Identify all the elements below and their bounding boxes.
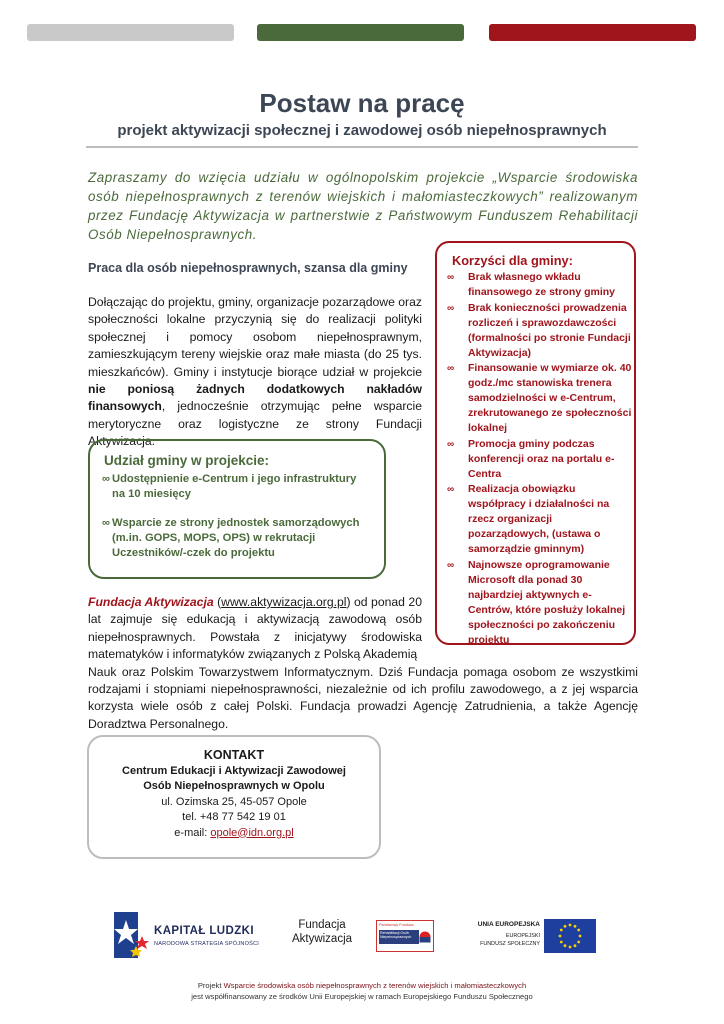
korzysci-item xyxy=(447,437,632,482)
korzysci-item-text: Brak konieczności prowadzenia rozliczeń i sprawozdawczości (formalności po stronie Fundacji Aktywizacja) xyxy=(468,301,631,359)
pfron-logo xyxy=(376,920,434,952)
korzysci-item-text: Promocja gminy podczas konferencji oraz na portalu e-Centra xyxy=(468,437,615,480)
udzial-title: Udział gminy w projekcie: xyxy=(104,453,270,468)
korzysci-item xyxy=(447,270,632,300)
korzysci-item xyxy=(447,482,632,557)
udzial-item xyxy=(102,472,372,502)
udzial-item-line: (m.in. GOPS, MOPS, OPS) w rekrutacji xyxy=(112,532,316,544)
korzysci-item xyxy=(447,301,632,361)
intro-paragraph: Zapraszamy do wzięcia udziału w ogólnopolskim projekcie „Wsparcie środowiska osób niepełnosprawnych z terenów wiejskich i małomiasteczkowych” realizowanym przez Fundację Aktywizacja w partnerstwie z Państwowym Funduszem Rehabilitacji Osób Niepełnosprawnych. xyxy=(88,170,638,242)
top-bar-green xyxy=(257,24,464,41)
kapital-ludzki-subtitle: NARODOWA STRATEGIA SPÓJNOŚCI xyxy=(154,941,260,947)
fundacja-text-1: ) od ponad 20 lat zajmuje się edukacją i aktywizacją zawodową osób niepełnosprawnych. Powstała z inicjatywy środowiska matematyków i informatyków związanych z Polską Akademią xyxy=(88,595,422,662)
praca-paragraph xyxy=(88,294,422,451)
footer-line-2: jest współfinansowany ze środków Unii Europejskiej w ramach Europejskiego Funduszu Społecznego xyxy=(191,992,533,1001)
footer-project-name: Wsparcie środowiska osób niepełnosprawnych z terenów wiejskich i małomiasteczkowych xyxy=(223,981,527,990)
korzysci-list xyxy=(447,270,632,648)
ue-logo-line: UNIA EUROPEJSKA xyxy=(477,921,540,928)
footer-line-1 xyxy=(0,980,724,991)
fundacja-text-block-1 xyxy=(88,594,422,664)
udzial-box xyxy=(88,439,386,579)
fundacja-paragraph xyxy=(88,594,638,733)
fundacja-aktywizacja-logo xyxy=(287,918,357,946)
fa-logo-line: Aktywizacja xyxy=(291,933,353,945)
ue-logo-line: FUNDUSZ SPOŁECZNY xyxy=(480,941,540,947)
kontakt-phone: tel. +48 77 542 19 01 xyxy=(182,811,286,823)
udzial-item-line: Udostępnienie e-Centrum i jego infrastruktury xyxy=(112,473,357,485)
korzysci-title: Korzyści dla gminy: xyxy=(452,253,573,268)
kontakt-email-link[interactable]: opole@idn.org.pl xyxy=(210,826,294,839)
korzysci-box xyxy=(435,241,636,645)
fa-logo-line: Fundacja xyxy=(298,919,346,931)
kontakt-org-line: Osób Niepełnosprawnych w Opolu xyxy=(143,780,325,792)
page-subtitle: projekt aktywizacji społecznej i zawodowej osób niepełnosprawnych xyxy=(117,122,607,139)
udzial-item xyxy=(102,516,372,561)
infinity-bullet-icon: ∞ xyxy=(447,302,455,314)
infinity-bullet-icon: ∞ xyxy=(447,484,455,495)
footer xyxy=(0,980,724,1002)
kapital-ludzki-title: KAPITAŁ LUDZKI xyxy=(154,925,254,937)
praca-text-1: Dołączając do projektu, gminy, organizacje pozarządowe oraz społeczności lokalne przyczynią się do realizacji polityki społecznej i pomocy osobom niepełnosprawnym, zamieszkującym tereny wiejskie oraz małe miasta (do 25 tys. mieszkańców). Gminy i instytucje biorące udział w projekcie xyxy=(88,295,422,379)
infinity-bullet-icon: ∞ xyxy=(447,438,455,450)
kontakt-email-line xyxy=(89,826,379,842)
infinity-bullet-icon: ∞ xyxy=(447,363,455,374)
korzysci-item xyxy=(447,361,632,436)
praca-heading: Praca dla osób niepełnosprawnych, szansa dla gminy xyxy=(88,261,408,275)
pfron-logo-text: Rehabilitacji Osób Niepełnosprawnych xyxy=(379,930,419,944)
kontakt-box xyxy=(87,735,381,859)
korzysci-item-text: Realizacja obowiązku współpracy i działalności na rzecz organizacji pozarządowych, (ustawa o samorządzie gminnym) xyxy=(468,483,610,555)
udzial-item-line: Uczestników/-czek do projektu xyxy=(112,547,275,559)
fundacja-text-2: Nauk oraz Polskim Towarzystwem Informatycznym. Dziś Fundacja pomaga osobom ze wszystkimi rodzajami i stopniami niepełnosprawności, niezależnie od ich profilu zawodowego, a z jej wsparcia korzysta wiele osób z całej Polski. Fundacja prowadzi Agencję Zatrudnienia, a także Agencję Doradztwa Personalnego. xyxy=(88,664,638,731)
pfron-logo-top: Państwowy Fundusz xyxy=(379,923,414,927)
infinity-bullet-icon: ∞ xyxy=(447,272,455,283)
kontakt-email-label: e-mail: xyxy=(174,826,211,839)
udzial-item-line: Wsparcie ze strony jednostek samorządowych xyxy=(112,517,360,529)
praca-text-2: , jednocześnie otrzymując pełne wsparcie merytoryczne oraz logistyczne ze strony Fundacji Aktywizacja. xyxy=(88,399,422,449)
footer-prefix: Projekt xyxy=(197,981,224,990)
top-bar-red xyxy=(489,24,696,41)
kontakt-address: ul. Ozimska 25, 45-057 Opole xyxy=(161,795,307,808)
kapital-ludzki-star-icon xyxy=(112,910,152,960)
fundacja-paren-open: ( xyxy=(213,595,222,609)
korzysci-item-text: Najnowsze oprogramowanie Microsoft dla ponad 30 najbardziej aktywnych e-Centrów, które posłuży lokalnej społeczności po zakończeniu projektu xyxy=(468,558,626,646)
kontakt-org-line: Centrum Edukacji i Aktywizacji Zawodowej xyxy=(122,764,346,777)
infinity-bullet-icon: ∞ xyxy=(102,517,110,529)
udzial-item-line: na 10 miesięcy xyxy=(112,488,191,500)
ue-logo-line: EUROPEJSKI xyxy=(505,933,540,939)
infinity-bullet-icon: ∞ xyxy=(447,559,455,571)
kapital-ludzki-logo xyxy=(112,910,262,960)
fundacja-website-link[interactable]: www.aktywizacja.org.pl xyxy=(221,595,347,609)
pfron-emblem-icon xyxy=(419,930,431,944)
kontakt-title: KONTAKT xyxy=(203,748,265,762)
korzysci-item-text: Finansowanie w wymiarze ok. 40 godz./mc stanowiska trenera samodzielności w e-Centrum, zrekrutowanego ze społeczności lokalnej xyxy=(468,362,632,434)
korzysci-item-text: Brak własnego wkładu finansowego ze strony gminy xyxy=(468,271,616,298)
page-title: Postaw na pracę xyxy=(259,88,465,118)
infinity-bullet-icon: ∞ xyxy=(102,473,110,485)
top-bar-gray xyxy=(27,24,234,41)
eu-flag-icon xyxy=(544,919,596,953)
praca-text-bold: nie poniosą żadnych dodatkowych nakładów finansowych xyxy=(88,382,422,414)
fundacja-name: Fundacja Aktywizacja xyxy=(88,595,214,609)
title-divider xyxy=(86,146,638,148)
ue-efs-logo xyxy=(470,919,600,953)
